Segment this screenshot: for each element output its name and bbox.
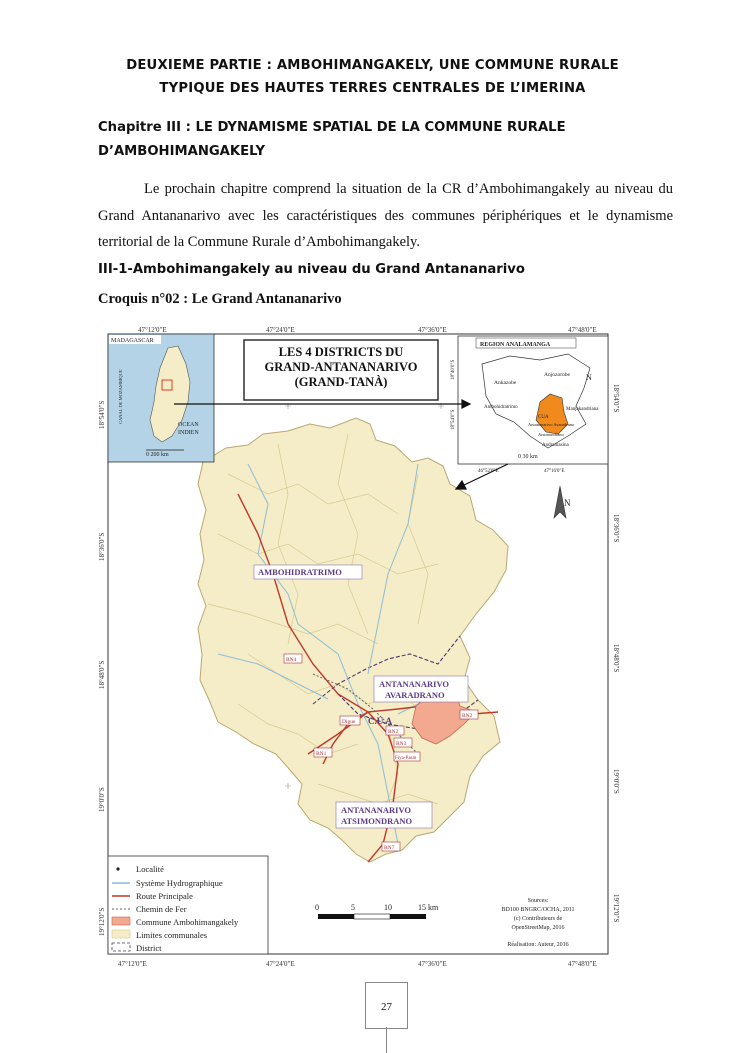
inset-place-manjakandriana: Manjakandriana [566, 407, 599, 412]
map-title-line-1: LES 4 DISTRICTS DU [278, 345, 404, 359]
source-1: Sources: [527, 898, 549, 904]
inset-madagascar [108, 334, 214, 462]
left-tick-2: 18°36'0"S [98, 532, 106, 561]
right-tick-1: 18°54'0"S [612, 384, 620, 413]
top-tick-4: 47°48'0"E [568, 326, 597, 334]
legend-localite: Localité [136, 864, 164, 874]
inset-madagascar-label: MADAGASCAR [111, 338, 154, 344]
inset-madagascar-ocean-2: INDIEN [178, 430, 199, 436]
inset-place-ankazobe: Ankazobe [494, 380, 517, 386]
road-label-digue: Digue [342, 719, 356, 725]
map-title-box [244, 340, 438, 400]
inset-madagascar-sea: CANAL DE MOZAMBIQUE [118, 369, 123, 424]
legend-limites: Limites communales [136, 930, 208, 940]
road-label-rn1: RN1 [316, 751, 327, 757]
inset-madagascar-scale: 0 200 km [146, 452, 169, 458]
inset-place-ambohidratrimo: Ambohidratrimo [484, 405, 518, 410]
scale-15: 15 km [418, 903, 439, 912]
inset-madagascar-ocean-1: OCEAN [178, 422, 199, 428]
inset-place-andramasina: Andramasina [542, 443, 569, 448]
inset-place-anjozorobe: Anjozorobe [544, 372, 570, 378]
inset-analamanga-scale: 0 30 km [518, 454, 538, 460]
road-label-fiya-pasm: Fiya-Pasm [395, 756, 417, 761]
source-3: (c) Contributeurs de [513, 916, 563, 922]
right-tick-5: 19°12'0"S [612, 894, 620, 923]
inset-place-cua: CUA [538, 415, 549, 420]
part-title-line-1: DEUXIEME PARTIE : AMBOHIMANGAKELY, UNE COMMUNE RURALE [126, 58, 619, 73]
chapter-title-line-1: Chapitre III : LE DYNAMISME SPATIAL DE LA COMMUNE RURALE [98, 120, 566, 135]
inset-analamanga-label: REGION ANALAMANGA [480, 342, 551, 348]
right-tick-3: 18°48'0"S [612, 644, 620, 673]
inset-analamanga-tick-2: 18°54'0"S [451, 409, 456, 430]
inset-north-text: N [586, 373, 592, 382]
intro-paragraph-text: Le prochain chapitre comprend la situation de la CR d’Ambohimangakely au niveau du Grand Antananarivo avec les caractéristiques des communes périphériques et le dynamisme territorial de la Commune Rurale d’Ambohimangakely. [98, 181, 673, 250]
district-antananarivo-atsimondrano-2: ATSIMONDRANO [341, 816, 413, 826]
scale-0: 0 [315, 903, 319, 912]
page-number-box [365, 982, 408, 1029]
district-ambohidratrimo: AMBOHIDRATRIMO [258, 567, 342, 577]
right-tick-2: 18°36'0"S [612, 514, 620, 543]
figure-caption: Croquis n°02 : Le Grand Antananarivo [98, 291, 342, 307]
left-tick-4: 19°0'0"S [98, 787, 106, 812]
left-tick-1: 18°54'0"S [98, 400, 106, 429]
grand-antananarivo-map [98, 324, 631, 970]
legend-route: Route Principale [136, 891, 193, 901]
source-5: Réalisation: Auteur, 2016 [507, 942, 569, 948]
inset-analamanga-tick: 18°40'0"S [451, 359, 456, 380]
inset-analamanga [451, 336, 608, 474]
section-heading: III-1-Ambohimangakely au niveau du Grand Antananarivo [98, 262, 525, 277]
intro-paragraph [98, 176, 673, 256]
bottom-tick-2: 47°24'0"E [266, 960, 295, 968]
chapter-title [98, 116, 678, 164]
right-tick-4: 19°0'0"S [612, 769, 620, 794]
page-number: 27 [381, 1001, 392, 1013]
top-tick-3: 47°36'0"E [418, 326, 447, 334]
part-title [60, 54, 685, 100]
legend-commune: Commune Ambohimangakely [136, 917, 239, 927]
part-title-line-2: TYPIQUE DES HAUTES TERRES CENTRALES DE L’IMERINA [159, 81, 586, 96]
page-number-rule [386, 1027, 387, 1053]
road-label-rn3: RN3 [396, 741, 407, 747]
road-label-rn7: RN7 [384, 845, 395, 851]
district-antananarivo-avaradrano-2: AVARADRANO [385, 690, 445, 700]
left-tick-3: 18°48'0"S [98, 660, 106, 689]
scale-10: 10 [384, 903, 392, 912]
legend-chemin-fer: Chemin de Fer [136, 904, 187, 914]
district-cua: C.U.A [368, 716, 392, 726]
district-antananarivo-atsimondrano-1: ANTANANARIVO [341, 805, 412, 815]
inset-place-atsimondrano: Atsimondrano [538, 432, 564, 437]
district-antananarivo-avaradrano-1: ANTANANARIVO [379, 679, 450, 689]
road-label-rn2-a: RN2 [388, 729, 399, 735]
scale-5: 5 [351, 903, 355, 912]
top-tick-2: 47°24'0"E [266, 326, 295, 334]
legend-hydro: Système Hydrographique [136, 878, 223, 888]
left-tick-5: 19°12'0"S [98, 907, 106, 936]
bottom-tick-4: 47°48'0"E [568, 960, 597, 968]
map-title-line-2: GRAND-ANTANANARIVO [264, 360, 418, 374]
inset-place-avaradrano: Antananarivo Avaradrano [528, 422, 575, 427]
chapter-title-line-2: D’AMBOHIMANGAKELY [98, 144, 266, 159]
north-label: N [564, 498, 571, 508]
source-4: OpenStreetMap, 2016 [511, 925, 565, 931]
road-label-rn2-b: RN2 [462, 713, 473, 719]
source-2: BD100 BNGRC/OCHA, 2011 [501, 907, 575, 913]
inset-analamanga-bottom-tick: 46°52'0"E [478, 469, 499, 474]
bottom-tick-1: 47°12'0"E [118, 960, 147, 968]
inset-analamanga-bottom-tick-2: 47°16'0"E [544, 469, 565, 474]
map-legend [108, 856, 268, 954]
legend-district: District [136, 943, 162, 953]
bottom-tick-3: 47°36'0"E [418, 960, 447, 968]
map-title-line-3: (GRAND-TANÀ) [294, 375, 388, 389]
road-label-rn4: RN4 [286, 657, 297, 663]
top-tick-1: 47°12'0"E [138, 326, 167, 334]
